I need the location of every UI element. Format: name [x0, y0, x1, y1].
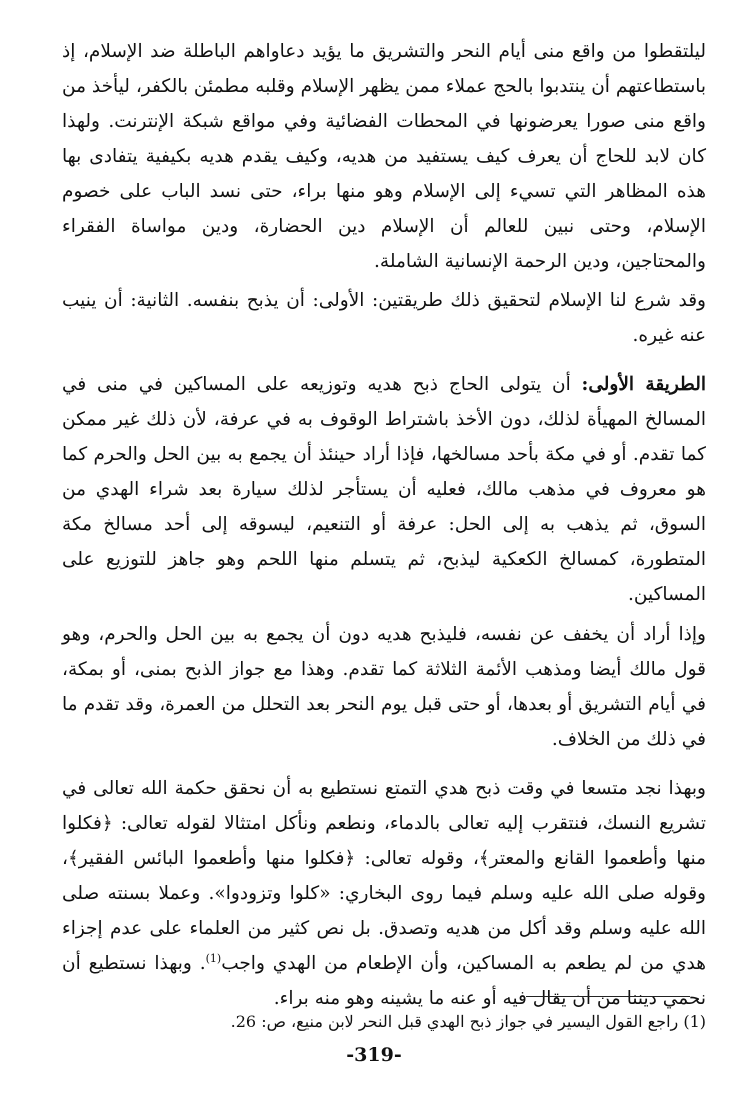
paragraph-5-part-a: وبهذا نجد متسعا في وقت ذبح هدي التمتع نستطيع به أن نحقق حكمة الله تعالى في تشريع النسك، فنتقرب إليه تعالى بالدماء، ونطعم ونأكل امتثالا لقوله تعالى: ﴿فكلوا منها وأطعموا القانع والمعتر﴾، وقوله تعالى: ﴿فكلوا منها وأطعموا البائس الفقير﴾، وقوله صلى الله عليه وسلم فيما روى البخاري: «كلوا وتزودوا». وعملا بسنته صلى الله عليه وسلم وقد أكل من هديه وتصدق. بل نص كثير من العلماء على عدم إجزاء هدي من لم يطعم به المساكين، وأن الإطعام من الهدي واجب: [62, 778, 706, 974]
paragraph-2: وقد شرع لنا الإسلام لتحقيق ذلك طريقتين: الأولى: أن يذبح بنفسه. الثانية: أن ينيب عنه غيره.: [62, 290, 706, 346]
footnote-marker: (1): [205, 951, 222, 965]
footnote-separator: [526, 996, 690, 997]
paragraph-5-part-b: . وبهذا نستطيع أن نحمي ديننا من أن يقال فيه أو عنه ما يشينه وهو منه براء.: [62, 953, 706, 1009]
paragraph-3: [62, 367, 706, 612]
footnote: (1) راجع القول اليسير في جواز ذبح الهدي قبل النحر لابن منيع، ص: 26.: [230, 1012, 706, 1031]
method-one-heading: الطريقة الأولى:: [581, 374, 706, 395]
paragraph-5: [62, 771, 706, 1016]
paragraph-4: وإذا أراد أن يخفف عن نفسه، فليذبح هديه دون أن يجمع به بين الحل والحرم، وهو قول مالك أيضا ومذهب الأئمة الثلاثة كما تقدم. وهذا مع جواز الذبح بمنى، أو بمكة، في أيام التشريق أو بعدها، أو حتى قبل يوم النحر بعد التحلل من العمرة، وقد تقدم ما في ذلك من الخلاف.: [62, 624, 706, 750]
paragraph-3-body: أن يتولى الحاج ذبح هديه وتوزيعه على المساكين في منى في المسالخ المهيأة لذلك، دون الأخذ باشتراط الوقوف به في عرفة، لأن ذلك غير ممكن كما تقدم. أو في مكة بأحد مسالخها، فإذا أراد حينئذ أن يجمع به بين الحل والحرم كما هو معروف في مذهب مالك، فعليه أن يستأجر لذلك سيارة بعد شراء الهدي من السوق، ثم يذهب به إلى الحل: عرفة أو التنعيم، ليسوقه إلى أحد مسالخ مكة المتطورة، كمسالخ الكعكية ليذبح، ثم يتسلم منها اللحم وهو جاهز للتوزيع على المساكين.: [62, 374, 706, 605]
page-number: -319-: [346, 1044, 402, 1066]
paragraph-1: ليلتقطوا من واقع منى أيام النحر والتشريق ما يؤيد دعاواهم الباطلة ضد الإسلام، إذ باستطاعتهم أن ينتدبوا بالحج عملاء ممن يظهر الإسلام وقلبه مطمئن بالكفر، ليأخذ من واقع منى صورا يعرضونها في المحطات الفضائية وفي مواقع شبكة الإنترنت. ولهذا كان لابد للحاج أن يعرف كيف يستفيد من هديه، وكيف يقدم هديه بكيفية يتفادى بها هذه المظاهر التي تسيء إلى الإسلام وهو منها براء، حتى نسد الباب على خصوم الإسلام، وحتى نبين للعالم أن الإسلام دين الحضارة، ودين مواساة الفقراء والمحتاجين، ودين الرحمة الإنسانية الشاملة.: [62, 41, 706, 272]
